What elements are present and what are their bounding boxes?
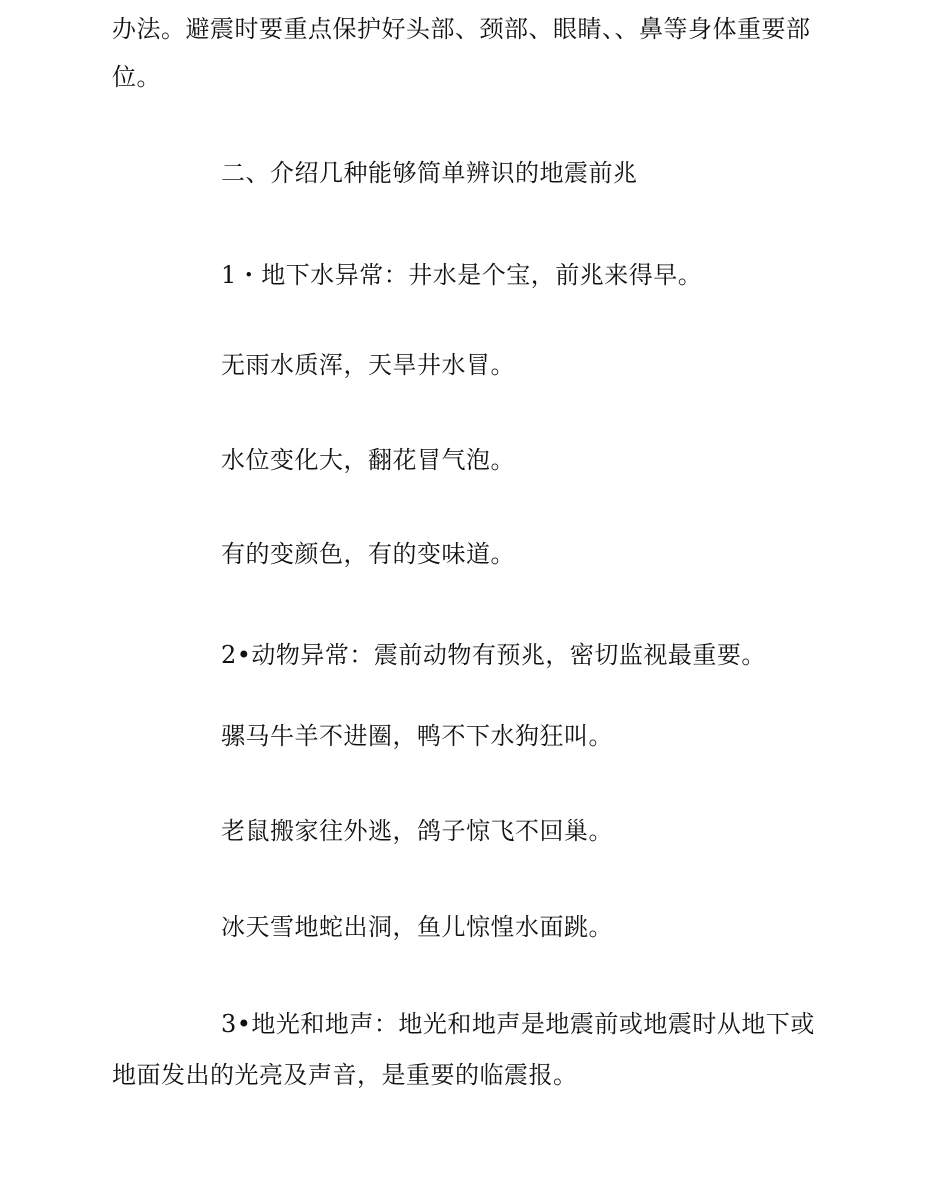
item-heading-animals: 2•动物异常：震前动物有预兆，密切监视最重要。 — [221, 641, 766, 669]
section-heading: 二、介绍几种能够简单辨识的地震前兆 — [221, 159, 638, 187]
item-heading-light-sound: 3•地光和地声：地光和地声是地震前或地震时从地下或 — [221, 1010, 815, 1038]
paragraph-line: 地面发出的光亮及声音，是重要的临震报。 — [112, 1061, 578, 1089]
verse-line: 有的变颜色，有的变味道。 — [221, 540, 515, 568]
verse-line: 老鼠搬家往外逃，鸽子惊飞不回巢。 — [221, 817, 613, 845]
verse-line: 水位变化大，翻花冒气泡。 — [221, 446, 515, 474]
verse-line: 无雨水质浑，天旱井水冒。 — [221, 351, 515, 379]
item-heading-groundwater: 1・地下水异常：井水是个宝，前兆来得早。 — [221, 261, 703, 289]
paragraph-line: 办法。避震时要重点保护好头部、颈部、眼睛、、鼻等身体重要部 — [112, 15, 811, 43]
verse-line: 冰天雪地蛇出洞，鱼儿惊惶水面跳。 — [221, 913, 613, 941]
paragraph-line: 位。 — [112, 63, 161, 91]
verse-line: 骡马牛羊不进圈，鸭不下水狗狂叫。 — [221, 722, 613, 750]
